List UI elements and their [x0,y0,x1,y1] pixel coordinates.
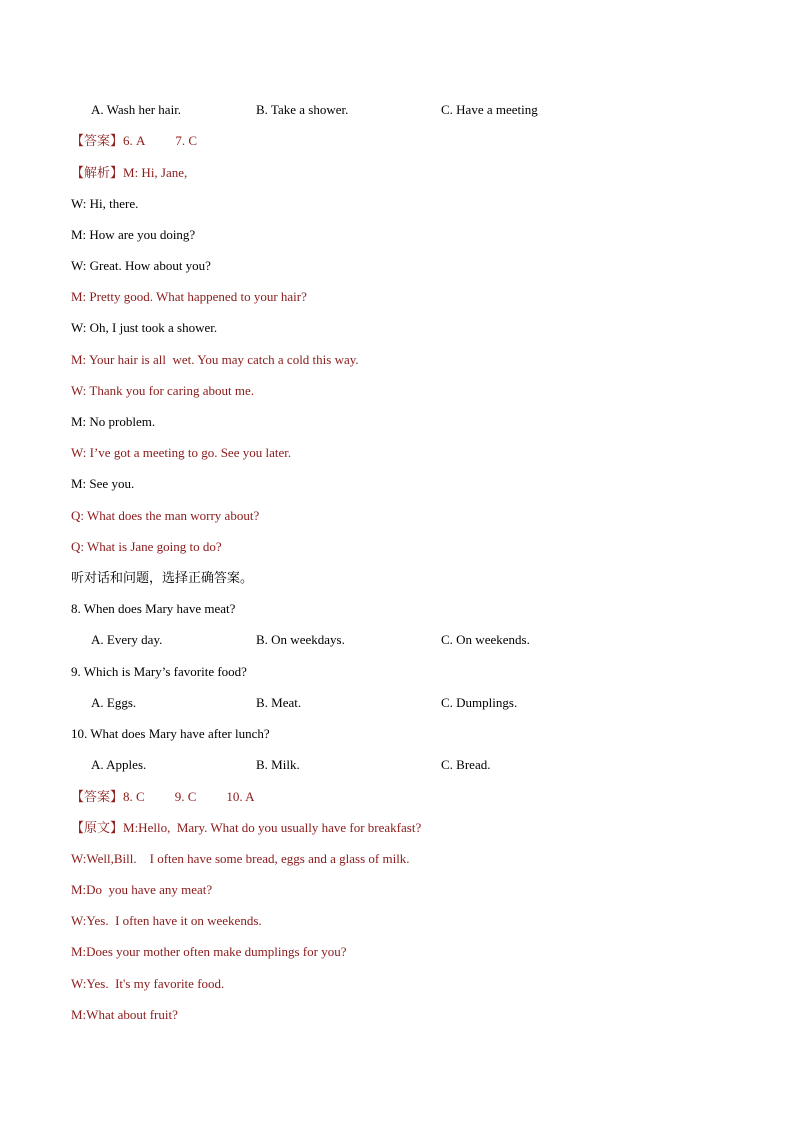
dialog1-line: Q: What is Jane going to do? [71,539,222,554]
dialog1-line: W: Oh, I just took a shower. [71,320,218,335]
option-a: A. Wash her hair. [91,102,182,117]
dialog1-line: M: See you. [71,476,135,491]
option-b: B. Take a shower. [256,102,349,117]
option-a: A. Every day. [91,632,163,647]
question-10: 10. What does Mary have after lunch? [71,726,270,741]
dialog2-line: W:Well,Bill. I often have some bread, eggs and a glass of milk. [71,851,410,866]
answer-9: 9. C [174,789,197,804]
dialog1-line: W: Thank you for caring about me. [71,383,255,398]
analysis-line [71,165,187,181]
option-c: C. Dumplings. [441,695,518,710]
option-b: B. Meat. [256,695,302,710]
transcript-first: M:Hello, Mary. What do you usually have for breakfast? [123,820,422,835]
answer-line-1 [71,133,197,149]
dialog1-line: M: How are you doing? [71,227,196,242]
option-a: A. Apples. [91,757,147,772]
option-c: C. Bread. [441,757,491,772]
answer-8: 8. C [123,789,145,804]
q10-options [0,757,794,773]
dialog2-line: M:Do you have any meat? [71,882,213,897]
answer-7: 7. C [175,133,198,148]
answer-label: 【答案】 [71,133,124,148]
dialog1-line: W: Hi, there. [71,196,139,211]
transcript-line [71,820,421,836]
question-8: 8. When does Mary have meat? [71,601,236,616]
q9-options [0,695,794,711]
dialog1-line: M: Your hair is all wet. You may catch a cold this way. [71,352,359,367]
question-9: 9. Which is Mary’s favorite food? [71,664,247,679]
instruction: 听对话和问题，选择正确答案。 [71,570,254,585]
analysis-label: 【解析】 [71,165,124,180]
dialog1-line: M: No problem. [71,414,156,429]
option-b: B. On weekdays. [256,632,345,647]
dialog2-line: M:What about fruit? [71,1007,178,1022]
q8-options [0,632,794,648]
option-a: A. Eggs. [91,695,137,710]
dialog2-line: M:Does your mother often make dumplings for you? [71,944,347,959]
dialog1-line: W: I’ve got a meeting to go. See you later. [71,445,292,460]
q7-options [0,102,794,118]
transcript-label: 【原文】 [71,820,124,835]
option-c: C. On weekends. [441,632,530,647]
answer-6: 6. A [123,133,146,148]
dialog1-line: Q: What does the man worry about? [71,508,260,523]
dialog1-line: W: Great. How about you? [71,258,211,273]
answer-line-2 [71,789,255,805]
option-c: C. Have a meeting [441,102,538,117]
dialog2-line: W:Yes. I often have it on weekends. [71,913,262,928]
dialog2-line: W:Yes. It's my favorite food. [71,976,225,991]
option-b: B. Milk. [256,757,300,772]
answer-10: 10. A [226,789,255,804]
dialog1-line: M: Pretty good. What happened to your hair? [71,289,307,304]
answer-label: 【答案】 [71,789,124,804]
analysis-first: M: Hi, Jane, [123,165,188,180]
